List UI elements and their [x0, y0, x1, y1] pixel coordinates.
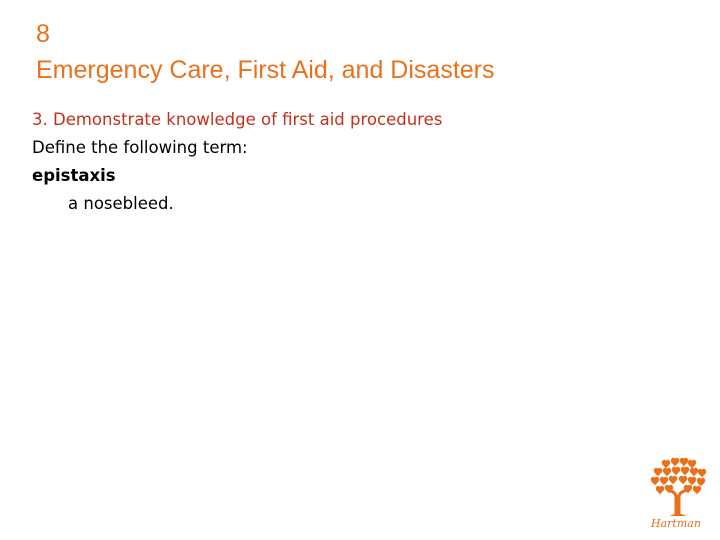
learning-objective: 3. Demonstrate knowledge of first aid procedures: [32, 110, 443, 129]
hartman-wordmark: Hartman: [651, 517, 701, 530]
slide-body: [32, 106, 442, 218]
definition-prompt: Define the following term:: [32, 138, 248, 157]
vocabulary-term: epistaxis: [32, 166, 116, 185]
chapter-title: Emergency Care, First Aid, and Disasters: [36, 56, 495, 84]
chapter-number: 8: [36, 20, 50, 48]
term-definition: a nosebleed.: [68, 194, 174, 213]
